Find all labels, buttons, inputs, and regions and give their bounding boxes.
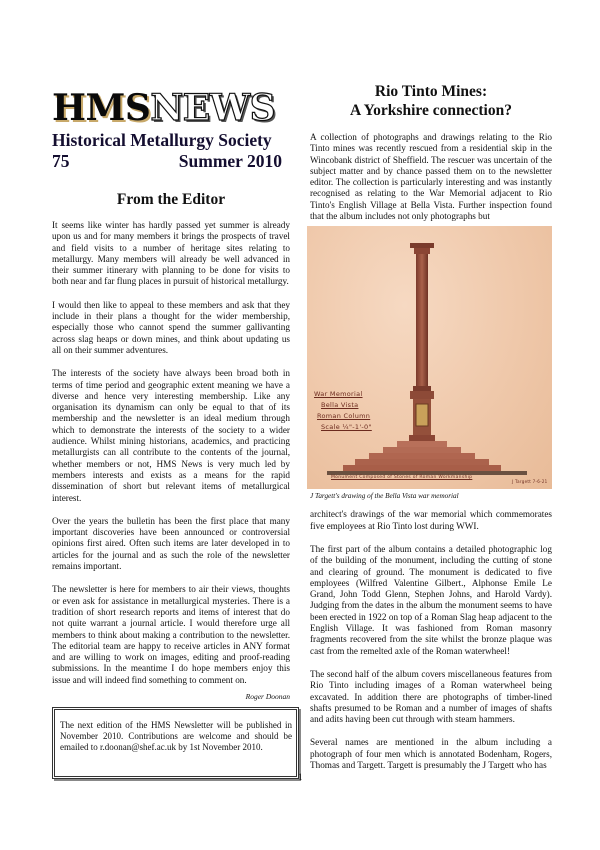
masthead-hms: HMS <box>52 87 151 129</box>
issue-number: 75 <box>52 151 70 171</box>
editor-paragraph: Over the years the bulletin has been the first place that many important discoveries have been announced or controversial opinions first aired. Often such items are later developed in to articles for the journal and as such the role of the newsletter remains important. <box>52 515 290 572</box>
rio-paragraph: architect's drawings of the war memorial which commemorates five employees at Rio Tinto lost during WWI. <box>310 509 552 531</box>
editor-paragraph: The interests of the society have always been broad both in terms of time period and geographic extent meaning we have a diverse and hence very interesting membership. Like any organisation its dynamism can only be equal to that of its membership and the newsletter is an ideal medium through which to demonstrate the interests of the society to a wider audience. Whilst mining historians, academics, and practicing metallurgists can all contribute to the contents of the journal, whether members or not, HMS News is very much led by members interests and exists as a means for the rapid dissemination of short but relevant items of metallurgical interest. <box>52 368 290 503</box>
rio-paragraph: Several names are mentioned in the album including a photograph of four men which is annotated Bodenham, Rogers, Thomas and Targett. Targett is presumably the J Targett who has <box>310 737 552 771</box>
editor-signature: Roger Doonan <box>245 691 290 701</box>
masthead-logo <box>52 88 292 128</box>
issue-line <box>52 151 282 172</box>
title-line-2: A Yorkshire connection? <box>350 102 512 119</box>
roman-column-drawing-icon <box>307 226 552 489</box>
drawing-label: Roman Column <box>317 412 371 421</box>
editor-title: From the Editor <box>116 191 226 208</box>
editor-paragraph: I would then like to appeal to these members and ask that they include in their plans a thought for the wider membership, especially those who cannot spend the summer gallivanting across slag heaps or down mines, and think about updating us all on their summer adventures. <box>52 299 290 355</box>
society-name: Historical Metallurgy Society <box>52 130 272 150</box>
society-header <box>52 130 282 172</box>
war-memorial-drawing <box>307 226 552 489</box>
figure-caption: J Targett's drawing of the Bella Vista war memorial <box>310 492 459 501</box>
editor-paragraph: It seems like winter has hardly passed yet summer is already upon us and for many members it brings the prospects of travel and field visits to a number of heritage sites relating to metallurgy. Many members will already be well advanced in their summer itinerary with planning to be done for visits to both near and far flung places in pursuit of historical metallurgy. <box>52 220 290 287</box>
rio-tinto-title <box>310 82 552 120</box>
drawing-label: Scale ¼"-1'-0" <box>321 423 372 432</box>
editor-paragraph: The newsletter is here for members to air their views, thoughts or even ask for assistance in metallurgical mysteries. There is a tradition of short research reports and items of interest that do not quite warrant a journal article. I would therefore urge all members to think about making a contribution to the newsletter. The editorial team are happy to receive articles in ANY format and are willing to work on images, editing and proof-reading submissions. In the meantime I do hope members enjoy this issue and will indeed find something to comment on. <box>52 584 290 685</box>
rio-paragraph: A collection of photographs and drawings relating to the Rio Tinto mines was recently rescued from a residential skip in the Wincobank district of Sheffield. The rescuer was uncertain of the subject matter and by chance passed them on to the newsletter editor. The collection is particularly interesting and was instantly recognised as relating to the War Memorial adjacent to Rio Tinto's English Village at Bella Vista. Further inspection found that the album includes not only photographs but <box>310 132 552 222</box>
editor-column <box>52 190 290 701</box>
rio-tinto-column <box>310 82 552 783</box>
drawing-label: War Memorial <box>314 390 363 399</box>
page-number: 1 <box>298 772 303 782</box>
drawing-base-label: Monument Composed of Stones of Roman Workmanship <box>331 475 473 481</box>
next-edition-notice <box>52 707 299 779</box>
masthead-news: NEWS <box>150 87 276 129</box>
drawing-label: Bella Vista <box>321 401 359 410</box>
rio-paragraph: The first part of the album contains a detailed photographic log of the building of the monument, including the cutting of stone and clearing of ground. The monument is dedicated to five employees (Wilfred Valentine Gilbert., Alphonse Emile Le Grand, John Todd Glenn, Stephen Johns, and Harold Vardy). Judging from the dates in the album the monument seems to have been erected in 1922 on top of a Roman Slag heap adjacent to the English Village. It was fashioned from Roman masonry fragments recovered from the site whilst the bronze plaque was cast from the remelted axle of the Roman waterwheel! <box>310 543 552 656</box>
issue-date: Summer 2010 <box>178 151 282 171</box>
title-line-1: Rio Tinto Mines: <box>374 83 488 100</box>
rio-paragraph: The second half of the album covers miscellaneous features from Rio Tinto including images of a Roman waterwheel being excavated. In addition there are photographs of timber-lined shafts presumed to be Roman and a number of images of shafts and adits having been cut through with steam hammers. <box>310 668 552 725</box>
drawing-signature: J Targett 7-6-21 <box>512 479 548 485</box>
notice-text: The next edition of the HMS Newsletter will be published in November 2010. Contributions are welcome and should be emailed to r.doonan@shef.ac.uk by 1st November 2010. <box>60 720 292 752</box>
